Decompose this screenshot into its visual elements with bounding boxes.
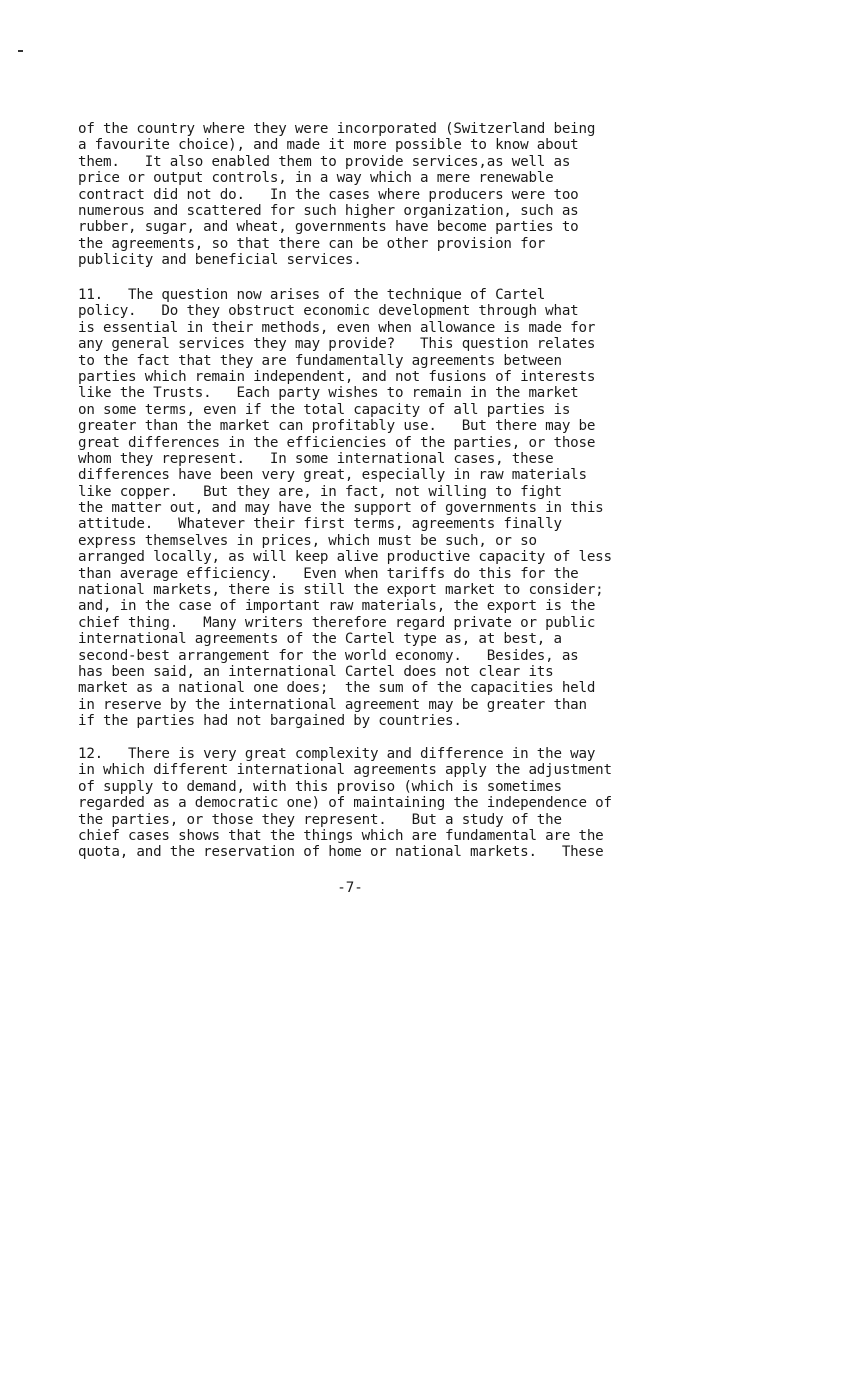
- text-line: if the parties had not bargained by countries.: [78, 713, 462, 730]
- text-line: 12. There is very great complexity and difference in the way: [78, 746, 596, 762]
- text-line: the agreements, so that there can be other provision for: [78, 235, 546, 252]
- text-line: arranged locally, as will keep alive productive capacity of less: [78, 549, 612, 566]
- text-line: international agreements of the Cartel type as, at best, a: [78, 631, 562, 648]
- text-line: of the country where they were incorporated (Switzerland being: [78, 121, 596, 137]
- text-line: price or output controls, in a way which a mere renewable: [78, 170, 554, 187]
- text-line: on some terms, even if the total capacity of all parties is: [78, 401, 571, 418]
- text-line: has been said, an international Cartel does not clear its: [78, 663, 554, 680]
- paragraph-11: [78, 287, 818, 730]
- text-line: in which different international agreements apply the adjustment: [78, 762, 612, 779]
- text-line: policy. Do they obstruct economic development through what: [78, 303, 579, 320]
- text-line: quota, and the reservation of home or national markets. These: [78, 844, 604, 861]
- text-line: the matter out, and may have the support of governments in this: [78, 500, 604, 517]
- text-line: second-best arrangement for the world economy. Besides, as: [78, 647, 579, 664]
- margin-mark: [18, 50, 23, 52]
- text-line: to the fact that they are fundamentally agreements between: [78, 352, 562, 369]
- text-line: differences have been very great, especially in raw materials: [78, 467, 587, 484]
- text-line: is essential in their methods, even when allowance is made for: [78, 319, 596, 336]
- text-line: express themselves in prices, which must be such, or so: [78, 532, 537, 549]
- text-line: 11. The question now arises of the technique of Cartel: [78, 287, 546, 303]
- text-line: than average efficiency. Even when tariffs do this for the: [78, 565, 579, 582]
- text-line: regarded as a democratic one) of maintaining the independence of: [78, 795, 612, 812]
- paragraph-continuation: [78, 121, 818, 269]
- text-line: and, in the case of important raw materials, the export is the: [78, 598, 596, 615]
- text-line: like the Trusts. Each party wishes to remain in the market: [78, 385, 579, 402]
- text-line: publicity and beneficial services.: [78, 252, 362, 269]
- text-line: the parties, or those they represent. But a study of the: [78, 811, 562, 828]
- text-line: attitude. Whatever their first terms, agreements finally: [78, 516, 562, 533]
- text-line: parties which remain independent, and not fusions of interests: [78, 368, 596, 385]
- text-line: like copper. But they are, in fact, not willing to fight: [78, 483, 562, 500]
- text-line: of supply to demand, with this proviso (which is sometimes: [78, 778, 562, 795]
- text-line: great differences in the efficiencies of the parties, or those: [78, 434, 596, 451]
- page-number: -7-: [337, 880, 363, 896]
- text-line: rubber, sugar, and wheat, governments have become parties to: [78, 219, 579, 236]
- text-line: a favourite choice), and made it more possible to know about: [78, 137, 579, 154]
- text-line: numerous and scattered for such higher organization, such as: [78, 202, 579, 219]
- text-line: whom they represent. In some international cases, these: [78, 450, 554, 467]
- text-line: national markets, there is still the export market to consider;: [78, 582, 604, 599]
- text-line: any general services they may provide? This question relates: [78, 336, 596, 353]
- text-line: chief cases shows that the things which are fundamental are the: [78, 827, 604, 844]
- text-line: chief thing. Many writers therefore regard private or public: [78, 614, 596, 631]
- paragraph-12: [78, 746, 818, 861]
- text-line: greater than the market can profitably use. But there may be: [78, 418, 596, 435]
- text-line: market as a national one does; the sum of the capacities held: [78, 680, 596, 697]
- text-line: contract did not do. In the cases where producers were too: [78, 186, 579, 203]
- text-line: them. It also enabled them to provide services,as well as: [78, 153, 571, 170]
- text-line: in reserve by the international agreement may be greater than: [78, 696, 587, 713]
